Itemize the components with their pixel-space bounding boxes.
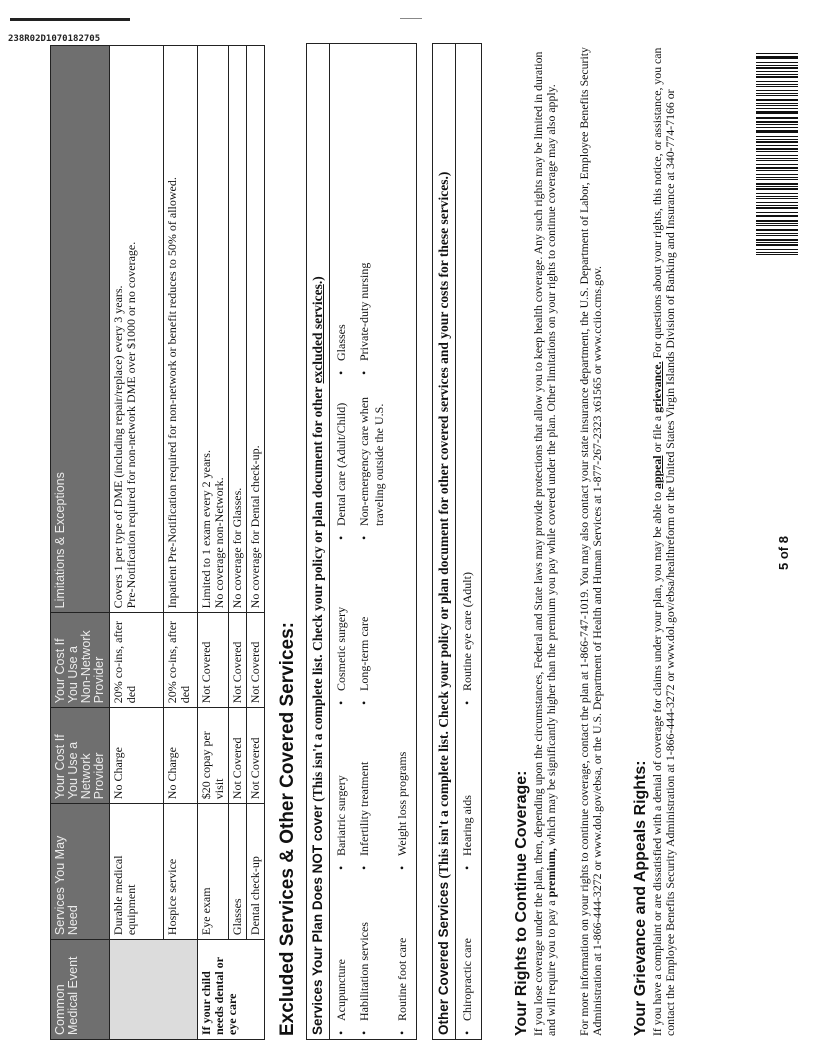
header-non-network-cost: Your Cost If You Use a Non-Network Provider bbox=[51, 613, 110, 708]
other-covered-heading-rest: (This isn't a complete list. Check your policy or plan document for other covered services and your costs for these services.) bbox=[436, 171, 451, 882]
other-covered-box bbox=[432, 43, 482, 1040]
barcode-bar bbox=[756, 56, 798, 58]
non-network-cost-cell: 20% co-ins, after ded bbox=[164, 613, 198, 708]
barcode-bar bbox=[756, 62, 798, 63]
barcode-bar bbox=[756, 74, 798, 75]
service-cell: Eye exam bbox=[198, 804, 229, 940]
appeal-term: appeal bbox=[650, 455, 664, 489]
grievance-paragraph bbox=[651, 46, 677, 1036]
barcode-bar bbox=[756, 244, 798, 246]
list-item: • Glasses bbox=[334, 324, 348, 375]
barcode-bar bbox=[756, 53, 798, 54]
continue-coverage-text-a: If you lose coverage under the plan, then, depending upon the circumstances, Federal and State laws may provide protections that allow you to keep health coverage. Any such rights may be limited in duration and will require you to pay a bbox=[531, 51, 558, 1036]
network-cost-cell: Not Covered bbox=[247, 708, 265, 804]
barcode-bar bbox=[756, 225, 798, 226]
table-header-row bbox=[51, 46, 110, 1040]
header-network-cost: Your Cost If You Use a Network Provider bbox=[51, 708, 110, 804]
barcode-bar bbox=[756, 188, 798, 189]
list-item: • Non-emergency care when traveling outside the U.S. bbox=[357, 375, 387, 540]
barcode-bar bbox=[756, 217, 798, 218]
barcode-bar bbox=[756, 146, 798, 147]
list-item-label: Infertility treatment bbox=[357, 761, 371, 856]
barcode-bar bbox=[756, 90, 798, 91]
service-cell: Hospice service bbox=[164, 804, 198, 940]
header-common-event: Common Medical Event bbox=[51, 940, 110, 1040]
list-item-label: Acupuncture bbox=[334, 959, 348, 1021]
network-cost-cell: $20 copay per visit bbox=[198, 708, 229, 804]
list-item-label: Routine eye care (Adult) bbox=[460, 572, 474, 691]
grievance-text-b: or file a bbox=[650, 412, 664, 456]
barcode-bar bbox=[756, 109, 798, 110]
barcode-bar bbox=[756, 207, 798, 209]
barcode-bar bbox=[756, 196, 798, 197]
table-row bbox=[110, 46, 164, 1040]
list-item-label: Dental care (Adult/Child) bbox=[334, 402, 348, 526]
list-item-label: Private-duty nursing bbox=[357, 262, 371, 361]
grievance-title: Your Grievance and Appeals Rights: bbox=[632, 760, 649, 1036]
barcode-bar bbox=[756, 229, 798, 231]
header-services: Services You May Need bbox=[51, 804, 110, 940]
event-cell: If your child needs dental or eye care bbox=[198, 940, 265, 1040]
barcode-bar bbox=[756, 59, 798, 60]
non-network-cost-cell: 20% co-ins, after ded bbox=[110, 613, 164, 708]
list-item: • Chiropractic care bbox=[460, 938, 474, 1035]
continue-coverage-paragraph-2: For more information on your rights to continue coverage, contact the plan at 1-866-747-1019. You may also contact your state insurance department, the U.S. Department of Labor, Employee Benefits Security Administration at 1-866-444-3272 or www.dol.gov/ebsa, or the U.S. Department of Health and Human Services at 1-877-267-2323 x61565 or www.cciio.cms.gov. bbox=[577, 47, 604, 1036]
limitations-cell: Limited to 1 exam every 2 years. No coverage non-Network. bbox=[198, 46, 229, 613]
barcode-bar bbox=[756, 198, 798, 199]
barcode-bar bbox=[756, 114, 798, 115]
other-covered-list bbox=[456, 44, 481, 1039]
excluded-services-title: Excluded Services & Other Covered Services: bbox=[277, 622, 298, 1036]
barcode-bar bbox=[756, 160, 798, 161]
list-item: • Habilitation services bbox=[357, 870, 387, 1035]
list-item-label: Bariatric surgery bbox=[334, 775, 348, 856]
barcode-bar bbox=[756, 177, 798, 178]
barcode-bar bbox=[756, 212, 798, 213]
benefits-table bbox=[50, 45, 265, 1040]
non-network-cost-cell: Not Covered bbox=[229, 613, 247, 708]
limitations-cell: No coverage for Glasses. bbox=[229, 46, 247, 613]
barcode-bar bbox=[756, 205, 798, 206]
barcode-bar bbox=[756, 111, 798, 112]
barcode-bar bbox=[756, 95, 798, 96]
not-covered-heading bbox=[307, 44, 330, 1039]
barcode-bar bbox=[756, 105, 798, 106]
barcode-bar bbox=[756, 174, 798, 175]
barcode-bar bbox=[756, 164, 798, 165]
service-cell: Glasses bbox=[229, 804, 247, 940]
grievance-text-a: If you have a complaint or are dissatisfied with a denial of coverage for claims under your plan, you may be able to bbox=[650, 488, 664, 1036]
barcode-bar bbox=[756, 167, 798, 169]
barcode-bar bbox=[756, 215, 798, 216]
barcode bbox=[756, 50, 798, 255]
list-item-label: Habilitation services bbox=[357, 922, 371, 1021]
limitations-cell: No coverage for Dental check-up. bbox=[247, 46, 265, 613]
barcode-bar bbox=[756, 179, 798, 180]
barcode-bar bbox=[756, 67, 798, 68]
barcode-bar bbox=[756, 81, 798, 82]
barcode-bar bbox=[756, 233, 798, 234]
barcode-bar bbox=[756, 254, 798, 255]
barcode-bar bbox=[756, 235, 798, 236]
list-item-label: Chiropractic care bbox=[460, 938, 474, 1021]
barcode-bar bbox=[756, 139, 798, 140]
list-item-label: Weight loss programs bbox=[395, 751, 409, 856]
not-covered-list bbox=[330, 44, 416, 1039]
list-item: • Bariatric surgery bbox=[334, 775, 348, 870]
barcode-bar bbox=[756, 170, 798, 171]
barcode-bar bbox=[756, 193, 798, 194]
non-network-cost-cell: Not Covered bbox=[198, 613, 229, 708]
top-rule bbox=[10, 18, 130, 21]
barcode-bar bbox=[756, 65, 798, 66]
table-row bbox=[164, 46, 198, 1040]
continue-coverage-title: Your Rights to Continue Coverage: bbox=[513, 770, 530, 1036]
table-row bbox=[247, 46, 265, 1040]
other-covered-heading-bold: Other Covered Services bbox=[436, 881, 451, 1035]
limitations-cell: Inpatient Pre-Notification required for non-network or benefit reduces to 50% of allowed. bbox=[164, 46, 198, 613]
service-cell: Dental check-up bbox=[247, 804, 265, 940]
table-row bbox=[198, 46, 229, 1040]
barcode-bar bbox=[756, 151, 798, 152]
not-covered-box bbox=[306, 43, 417, 1040]
barcode-bar bbox=[756, 183, 798, 185]
grievance-text-c: For questions about your rights, this notice, or assistance, you can contact the Employee Benefits Security Administration at 1-866-444-3272 or www.dol.gov/ebsa/healthreform or the United States Virgin Islands Division of Banking and Insurance at 340-774-7166 or bbox=[650, 47, 677, 1036]
list-item: • Long-term care bbox=[357, 540, 387, 705]
list-item-label: Hearing aids bbox=[460, 795, 474, 856]
barcode-bar bbox=[756, 99, 798, 101]
barcode-bar bbox=[756, 76, 798, 78]
table-row bbox=[229, 46, 247, 1040]
barcode-bar bbox=[756, 124, 798, 125]
not-covered-heading-end: .) bbox=[310, 276, 325, 285]
list-item: • Private-duty nursing bbox=[357, 75, 387, 375]
barcode-bar bbox=[756, 224, 798, 225]
list-item-label: Long-term care bbox=[357, 616, 371, 691]
list-item: • Acupuncture bbox=[334, 959, 348, 1035]
service-cell: Durable medical equipment bbox=[110, 804, 164, 940]
network-cost-cell: No Charge bbox=[110, 708, 164, 804]
top-rule-short bbox=[400, 18, 422, 19]
barcode-bar bbox=[756, 136, 798, 137]
barcode-bar bbox=[756, 243, 798, 244]
barcode-bar bbox=[756, 130, 798, 131]
network-cost-cell: No Charge bbox=[164, 708, 198, 804]
list-item-label: Non-emergency care when traveling outside the U.S. bbox=[357, 396, 386, 526]
barcode-bar bbox=[756, 128, 798, 129]
barcode-bar bbox=[756, 148, 798, 150]
barcode-bar bbox=[756, 187, 798, 188]
list-item-label: Cosmetic surgery bbox=[334, 606, 348, 691]
non-network-cost-cell: Not Covered bbox=[247, 613, 265, 708]
document-id: 238R02D1070182705 bbox=[8, 34, 101, 44]
other-covered-heading bbox=[433, 44, 456, 1039]
list-item: • Infertility treatment bbox=[357, 705, 387, 870]
page-number: 5 of 8 bbox=[776, 536, 791, 570]
barcode-bar bbox=[756, 84, 798, 85]
barcode-bar bbox=[756, 158, 798, 159]
rotated-page bbox=[0, 24, 800, 1040]
barcode-bar bbox=[756, 202, 798, 203]
barcode-bar bbox=[756, 252, 798, 253]
list-item: • Hearing aids bbox=[460, 795, 474, 870]
list-item: • Routine foot care bbox=[395, 937, 409, 1035]
list-item: • Cosmetic surgery bbox=[334, 606, 348, 705]
barcode-bar bbox=[756, 155, 798, 156]
limitations-cell: Covers 1 per type of DME (including repair/replace) every 3 years. Pre-Notification required for non-network DME over $1000 or no coverage. bbox=[110, 46, 164, 613]
barcode-bar bbox=[756, 239, 798, 240]
not-covered-heading-rest: (This isn't a complete list. Check your policy or plan document for other bbox=[310, 383, 325, 806]
barcode-bar bbox=[756, 103, 798, 104]
barcode-bar bbox=[756, 249, 798, 250]
not-covered-heading-bold: Services Your Plan Does NOT cover bbox=[310, 805, 325, 1035]
continue-coverage-paragraph-1 bbox=[532, 46, 558, 1036]
list-item: • Dental care (Adult/Child) bbox=[334, 402, 348, 540]
barcode-bar bbox=[756, 220, 798, 221]
barcode-bar bbox=[756, 72, 798, 73]
list-item-label: Routine foot care bbox=[395, 937, 409, 1021]
network-cost-cell: Not Covered bbox=[229, 708, 247, 804]
premium-term: premium, bbox=[544, 848, 558, 898]
barcode-bar bbox=[756, 121, 798, 123]
list-item-label: Glasses bbox=[334, 324, 348, 361]
event-cell-empty bbox=[110, 940, 198, 1040]
grievance-term: grievance. bbox=[650, 361, 664, 413]
barcode-bar bbox=[756, 93, 798, 94]
header-limitations: Limitations & Exceptions bbox=[51, 46, 110, 613]
barcode-bar bbox=[756, 133, 798, 134]
list-item: • Weight loss programs bbox=[395, 751, 409, 870]
barcode-bar bbox=[756, 86, 798, 87]
continue-coverage-text-b: which may be significantly higher than the premium you pay while covered under the plan. Other limitations on your rights to continue coverage may also apply. bbox=[544, 84, 558, 849]
excluded-services-link[interactable]: excluded services bbox=[310, 284, 325, 384]
barcode-bar bbox=[756, 141, 798, 142]
list-item: • Routine eye care (Adult) bbox=[460, 572, 474, 705]
barcode-bar bbox=[756, 117, 798, 118]
